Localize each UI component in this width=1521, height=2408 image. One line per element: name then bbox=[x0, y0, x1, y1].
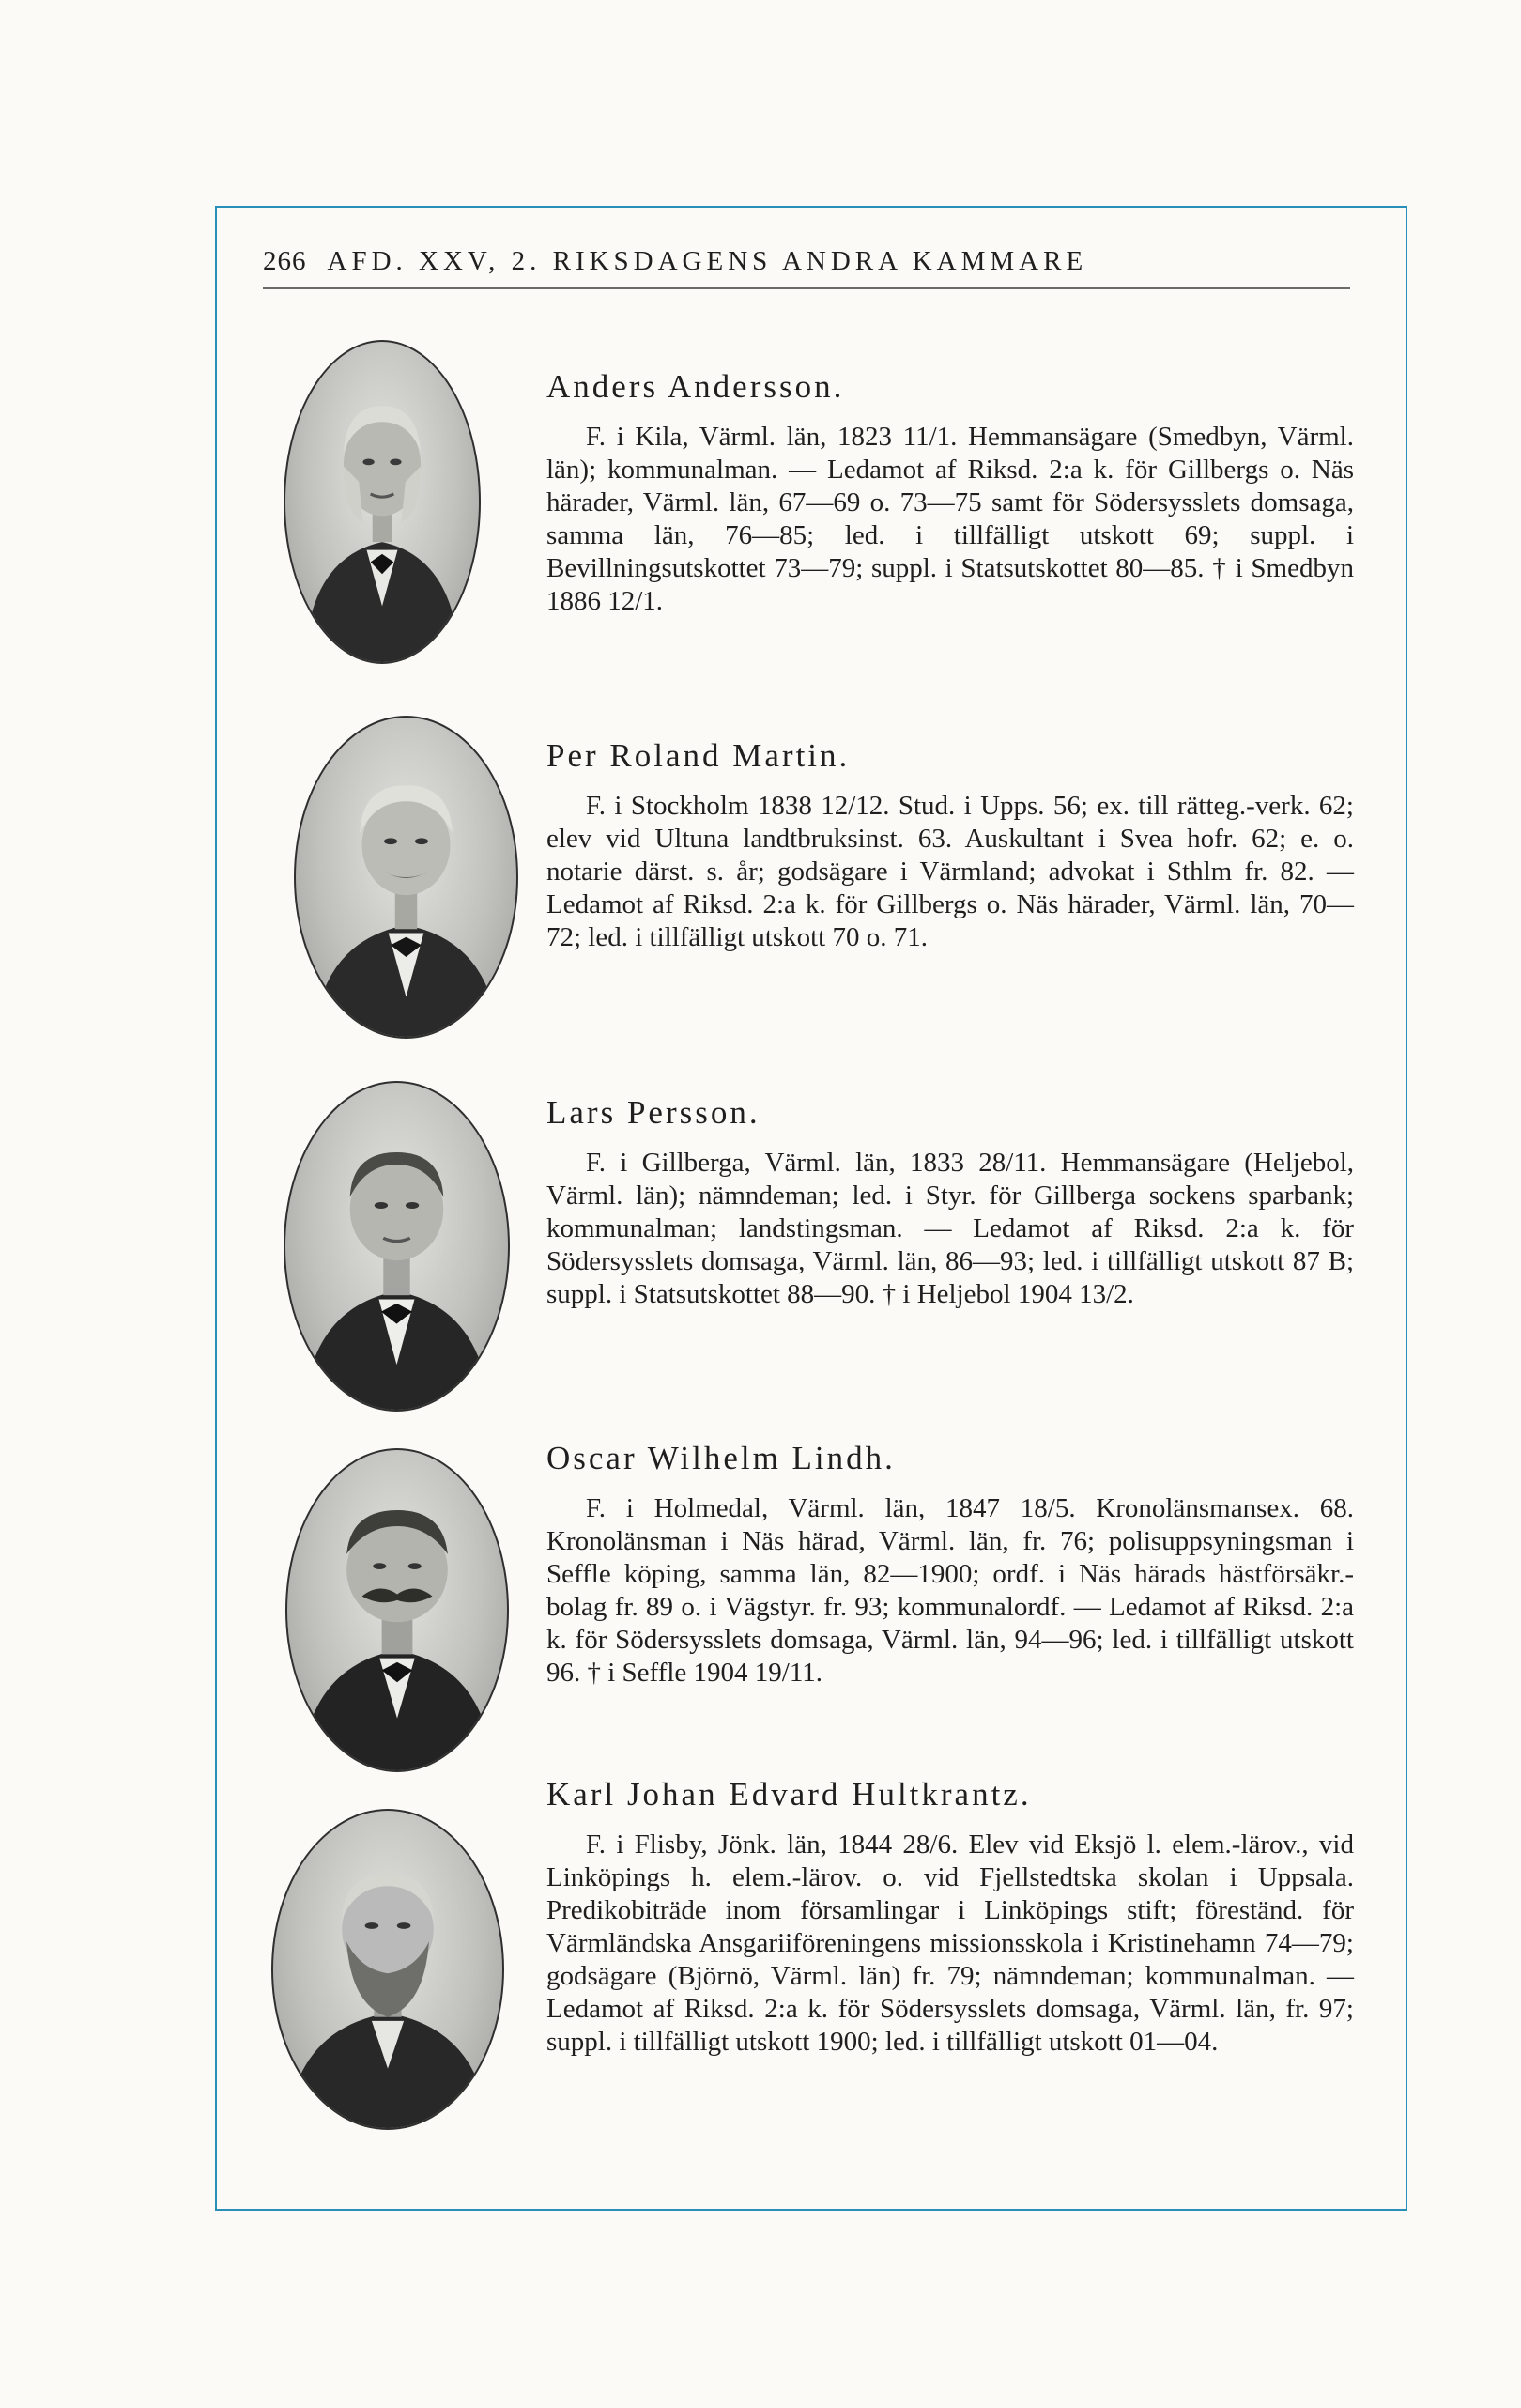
running-head-title: AFD. XXV, 2. RIKSDAGENS ANDRA KAMMARE bbox=[327, 246, 1088, 276]
entry-name: Oscar Wilhelm Lindh. bbox=[546, 1440, 896, 1476]
entry-name: Lars Persson. bbox=[546, 1094, 760, 1131]
portrait-karl-johan-edvard-hultkrantz bbox=[271, 1809, 504, 2130]
entry-biography: F. i Kila, Värml. län, 1823 11/1. Hemmansägare (Smedbyn, Värml. län); kommunalman. — Ledamot af Riksd. 2:a k. för Gillbergs o. Näs härader, Värml. län, 67—69 o. 73—75 samt för Södersysslets domsaga, samma län, 76—85; led. i tillfälligt utskott 69; suppl. i Bevillningsutskottet 73—79; suppl. i Statsutskottet 80—85. † i Smedbyn 1886 12/1. bbox=[546, 422, 1354, 616]
entry-biography: F. i Gillberga, Värml. län, 1833 28/11. Hemmansägare (Heljebol, Värml. län); nämndeman; led. i Styr. för Gillberga sockens sparbank; kommunalman; landstingsman. — Ledamot af Riksd. 2:a k. för Södersysslets domsaga, Värml. län, 86—93; led. i tillfälligt utskott 87 B; suppl. i Statsutskottet 88—90. † i Heljebol 1904 13/2. bbox=[546, 1148, 1354, 1309]
portrait-image bbox=[287, 1450, 507, 1770]
portrait-image bbox=[285, 1083, 508, 1410]
entry-biography: F. i Holmedal, Värml. län, 1847 18/5. Kronolänsmansex. 68. Kronolänsman i Näs härad, Värml. län, fr. 76; polisuppsyningsman i Seffle köping, samma län, 82—1900; ordf. i Näs härads hästförsäkr.-bolag fr. 89 o. i Vägstyr. fr. 93; kommunalordf. — Ledamot af Riksd. 2:a k. för Södersysslets domsaga, Värml. län, 94—96; led. i tillfälligt utskott 96. † i Seffle 1904 19/11. bbox=[546, 1493, 1354, 1688]
entry-biography: F. i Flisby, Jönk. län, 1844 28/6. Elev vid Eksjö l. elem.-lärov., vid Linköpings h. elem.-lärov. o. vid Fjellstedtska skolan i Uppsala. Predikobiträde inom församlingar i Linköpings stift; föreständ. för Värmländska Ansgariiföreningens missionsskola i Kristinehamn 74—79; godsägare (Björnö, Värml. län) fr. 79; nämndeman; kommunalman. — Ledamot af Riksd. 2:a k. för Södersysslets domsaga, Värml. län, fr. 97; suppl. i tillfälligt utskott 1900; led. i tillfälligt utskott 01—04. bbox=[546, 1829, 1354, 2057]
portrait-per-roland-martin bbox=[294, 716, 518, 1039]
portrait-image bbox=[296, 718, 516, 1037]
entry-per-roland-martin bbox=[546, 737, 1354, 954]
header-rule bbox=[263, 287, 1350, 289]
portrait-oscar-wilhelm-lindh bbox=[285, 1448, 509, 1772]
portrait-anders-andersson bbox=[284, 340, 481, 664]
entry-karl-johan-edvard-hultkrantz bbox=[546, 1776, 1354, 2059]
entry-name: Per Roland Martin. bbox=[546, 737, 851, 774]
portrait-lars-persson bbox=[284, 1081, 510, 1412]
portrait-image bbox=[273, 1811, 502, 2128]
portrait-image bbox=[285, 342, 479, 662]
entry-name: Karl Johan Edvard Hultkrantz. bbox=[546, 1776, 1032, 1813]
running-header bbox=[263, 246, 1347, 291]
entry-biography: F. i Stockholm 1838 12/12. Stud. i Upps. 56; ex. till rätteg.-verk. 62; elev vid Ultuna landtbruksinst. 63. Auskultant i Svea hofr. 62; e. o. notarie därst. s. år; godsägare i Värmland; advokat i Sthlm fr. 82. — Ledamot af Riksd. 2:a k. för Gillbergs o. Näs härader, Värml. län, 70—72; led. i tillfälligt utskott 70 o. 71. bbox=[546, 791, 1354, 952]
entry-lars-persson bbox=[546, 1094, 1354, 1311]
page-number: 266 bbox=[263, 246, 307, 276]
entry-name: Anders Andersson. bbox=[546, 368, 845, 405]
entry-oscar-wilhelm-lindh bbox=[546, 1440, 1354, 1690]
entry-anders-andersson bbox=[546, 368, 1354, 618]
